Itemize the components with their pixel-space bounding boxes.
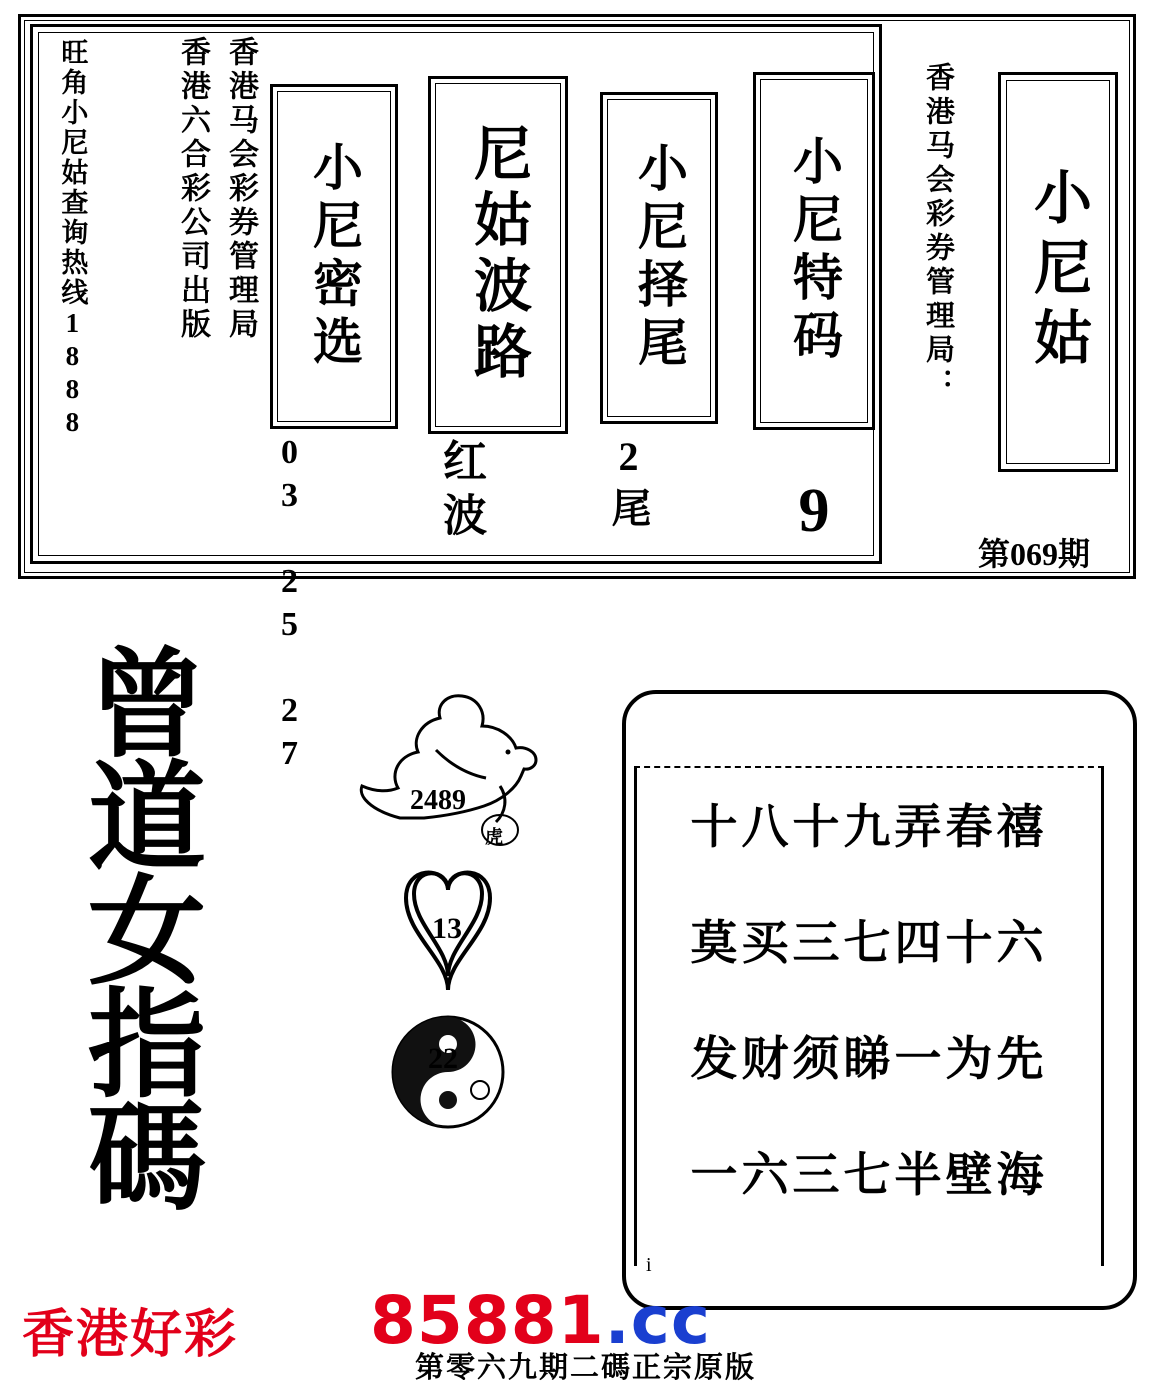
org-name-primary: 香港马会彩券管理局 [224, 36, 257, 342]
poem-box [622, 690, 1137, 1310]
footer-domain-suffix: .cc [604, 1282, 711, 1359]
brand-char-1: 道 [87, 748, 206, 888]
brand-char-3: 指 [87, 974, 206, 1114]
poem-line-3: 发财须睇一为先 [690, 1032, 1048, 1087]
card-bolu-inner [435, 83, 561, 427]
org-name-secondary: 香港六合彩公司出版 [176, 36, 209, 342]
poem-line-2: 莫买三七四十六 [690, 916, 1048, 971]
symbols-column [340, 690, 580, 1210]
org-column-left [170, 36, 262, 506]
poem-line-4: 一六三七半壁海 [690, 1148, 1048, 1203]
footer-number-digits: 85881 [370, 1282, 605, 1359]
brand-char-0: 曾 [87, 635, 206, 774]
card-tema-value: 9 [798, 477, 830, 545]
card-bolu-title: 尼姑波路 [464, 123, 532, 387]
card-bolu-value: 红波 [436, 438, 485, 546]
card-tema-title: 小尼特码 [785, 135, 844, 367]
org-name-right: 香港马会彩券管理局： [922, 62, 954, 402]
card-bolu [428, 76, 568, 434]
poem-mark: i [646, 1254, 652, 1276]
hotline-column [58, 38, 86, 508]
dove-tag-label: 虎 [485, 827, 503, 847]
brand-char-2: 女 [87, 861, 206, 1001]
card-tema-inner [760, 79, 868, 423]
card-mixuan [270, 84, 398, 429]
brand-title [62, 635, 232, 1228]
card-weiwei-value: 2尾 [606, 434, 651, 535]
org-column-right [918, 62, 959, 482]
card-tema [753, 72, 875, 430]
footer-subtitle: 第零六九期二碼正宗原版 [415, 1350, 757, 1384]
dove-number: 2489 [410, 785, 466, 816]
card-weiwei-inner [607, 99, 711, 417]
card-mixuan-inner [277, 91, 391, 422]
symbols-svg [340, 690, 580, 1210]
card-main-title-inner [1006, 80, 1110, 464]
poem-line-1: 十八十九弄春禧 [690, 800, 1048, 855]
main-title-text: 小尼姑 [1024, 167, 1092, 377]
yinyang-number: 22 [428, 1042, 458, 1075]
heart-number: 13 [432, 912, 462, 945]
card-weiwei-value-wrap [600, 434, 718, 535]
issue-number: 第069期 [978, 536, 1091, 572]
card-main-title [998, 72, 1118, 472]
card-weiwei [600, 92, 718, 424]
card-bolu-value-wrap [428, 438, 568, 546]
poem-inner-frame [634, 766, 1104, 1266]
hotline-text: 旺角小尼姑查询热线1888 [57, 38, 88, 440]
brand-char-4: 碼 [87, 1088, 206, 1228]
card-weiwei-title: 小尼择尾 [630, 142, 689, 374]
card-mixuan-value: 03 25 27 [271, 434, 308, 778]
card-mixuan-title: 小尼密选 [305, 140, 364, 373]
footer-brand: 香港好彩 [22, 1305, 239, 1365]
top-panel [18, 14, 1136, 778]
